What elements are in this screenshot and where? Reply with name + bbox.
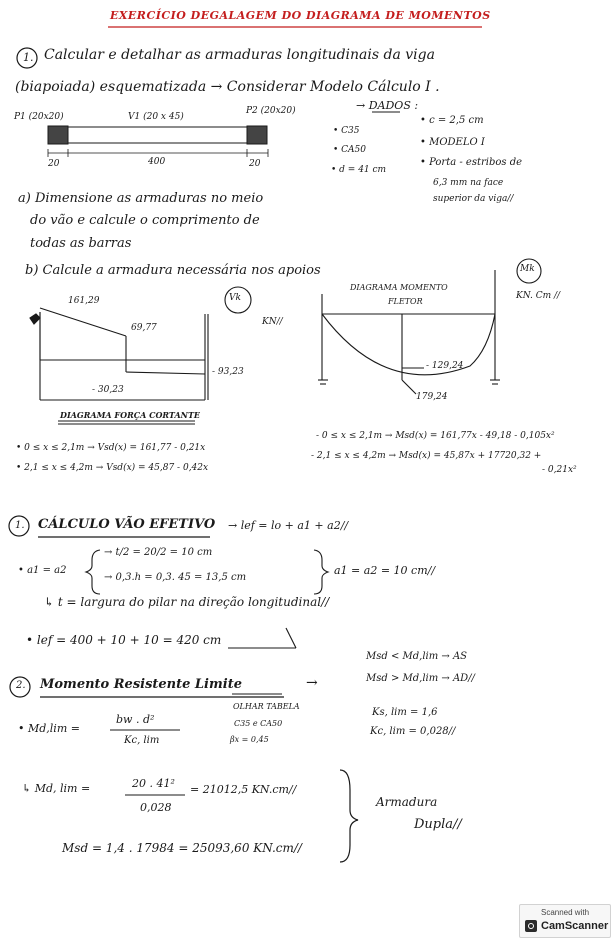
dados-item: 6,3 mm na face <box>433 178 504 188</box>
beam-p2-label: P2 (20x20) <box>246 106 296 116</box>
dados-item: • c = 2,5 cm <box>420 115 484 126</box>
kc-lim: Kc, lim = 0,028// <box>370 726 456 737</box>
camscanner-logo-icon <box>525 920 537 932</box>
beam-dim-mid: 400 <box>148 157 166 167</box>
calc-lhs: ↳ Md, lim = <box>22 782 91 795</box>
conclusion-line-1: Armadura <box>376 795 438 809</box>
msd-equation-2: - 2,1 ≤ x ≤ 4,2m → Msd(x) = 45,87x + 17720,32 + <box>311 451 542 461</box>
step2-number: 2. <box>16 680 26 691</box>
mdlim-lhs: • Md,lim = <box>18 722 80 735</box>
moment-circle-label: Mk <box>520 264 535 274</box>
part-a-line-1: a) Dimensione as armaduras no meio <box>18 191 264 206</box>
beam-sketch <box>48 126 268 157</box>
moment-diagram <box>318 259 541 394</box>
part-a-line-2: do vão e calcule o comprimento de <box>30 213 260 228</box>
beam-v1-label: V1 (20 x 45) <box>128 112 184 122</box>
dados-item: • C35 <box>333 126 360 136</box>
beam-dim-left: 20 <box>48 159 60 169</box>
shear-diagram <box>30 287 251 400</box>
calc-denominator: 0,028 <box>140 801 172 814</box>
table-note-3: βx = 0,45 <box>230 735 269 744</box>
table-note-2: C35 e CA50 <box>234 719 283 728</box>
shear-circle-label: Vk <box>229 293 241 303</box>
step2-condition-2: Msd > Md,lim → AD// <box>366 673 475 684</box>
msd-equation-1: - 0 ≤ x ≤ 2,1m → Msd(x) = 161,77x - 49,18 - 0,105x² <box>316 431 555 441</box>
part-a-line-3: todas as barras <box>30 236 132 251</box>
camscanner-watermark <box>519 904 611 938</box>
vsd-equation-2: • 2,1 ≤ x ≤ 4,2m → Vsd(x) = 45,87 - 0,42x <box>16 463 209 473</box>
page-title: EXERCÍCIO DEGALAGEM DO DIAGRAMA DE MOMENTOS <box>110 9 491 22</box>
vsd-equation-1: • 0 ≤ x ≤ 2,1m → Vsd(x) = 161,77 - 0,21x <box>16 443 206 453</box>
statement-number: 1. <box>23 51 34 64</box>
shear-unit: KN// <box>262 317 283 327</box>
part-b: b) Calcule a armadura necessária nos apoios <box>25 263 321 278</box>
step1-a-label: • a1 = a2 <box>18 565 67 576</box>
dados-item: • Porta - estribos de <box>420 157 523 168</box>
step1-t-definition: ↳ t = largura do pilar na direção longitudinal// <box>44 595 330 609</box>
beam-dim-right: 20 <box>249 159 261 169</box>
step1-option-2: → 0,3.h = 0,3. 45 = 13,5 cm <box>104 572 247 583</box>
dados-item: • MODELO I <box>420 137 485 148</box>
step2-title: Momento Resistente Limite <box>40 677 242 692</box>
shear-value-right: - 93,23 <box>212 367 244 377</box>
step1-option-1: → t/2 = 20/2 = 10 cm <box>104 547 213 558</box>
moment-unit: KN. Cm // <box>516 291 561 301</box>
shear-value-low: - 30,23 <box>92 385 124 395</box>
step1-formula: → lef = lo + a1 + a2// <box>228 519 349 532</box>
moment-caption-1: DIAGRAMA MOMENTO <box>350 283 448 292</box>
conclusion-line-2: Dupla// <box>414 817 462 832</box>
dados-item: • CA50 <box>333 145 367 155</box>
table-note-1: OLHAR TABELA <box>233 702 300 711</box>
mdlim-denominator: Kc, lim <box>124 735 160 746</box>
msd-equation-2b: - 0,21x² <box>542 465 577 475</box>
step2-arrow: → <box>306 675 318 691</box>
msd-calc: Msd = 1,4 . 17984 = 25093,60 KN.cm// <box>62 841 302 855</box>
step1-result: a1 = a2 = 10 cm// <box>334 564 436 577</box>
dados-item: • d = 41 cm <box>331 165 387 175</box>
step1-lef: • lef = 400 + 10 + 10 = 420 cm <box>26 633 222 647</box>
shear-value-mid: 69,77 <box>131 323 157 333</box>
mdlim-numerator: bw . d² <box>116 713 155 726</box>
calc-result: = 21012,5 KN.cm// <box>190 783 297 796</box>
beam-p1-label: P1 (20x20) <box>14 112 64 122</box>
moment-value-1: - 129,24 <box>426 361 464 371</box>
moment-value-2: 179,24 <box>416 392 448 402</box>
step2-condition-1: Msd < Md,lim → AS <box>366 651 468 662</box>
statement-line-1: Calcular e detalhar as armaduras longitudinais da viga <box>44 47 435 63</box>
step1-title: CÁLCULO VÃO EFETIVO <box>38 517 216 532</box>
moment-caption-2: FLETOR <box>388 297 423 306</box>
statement-line-2: (biapoiada) esquematizada → Considerar Modelo Cálculo I . <box>15 79 440 95</box>
calc-numerator: 20 . 41² <box>132 777 175 790</box>
scanned-with-label: Scanned with <box>540 908 590 917</box>
camscanner-name: CamScanner <box>541 920 609 932</box>
shear-caption: DIAGRAMA FORÇA CORTANTE <box>60 410 201 420</box>
shear-value-left: 161,29 <box>68 296 100 306</box>
step1-number: 1. <box>15 520 25 531</box>
ks-lim: Ks, lim = 1,6 <box>372 707 438 718</box>
dados-title: → DADOS : <box>356 99 419 112</box>
dados-item: superior da viga// <box>433 194 514 204</box>
